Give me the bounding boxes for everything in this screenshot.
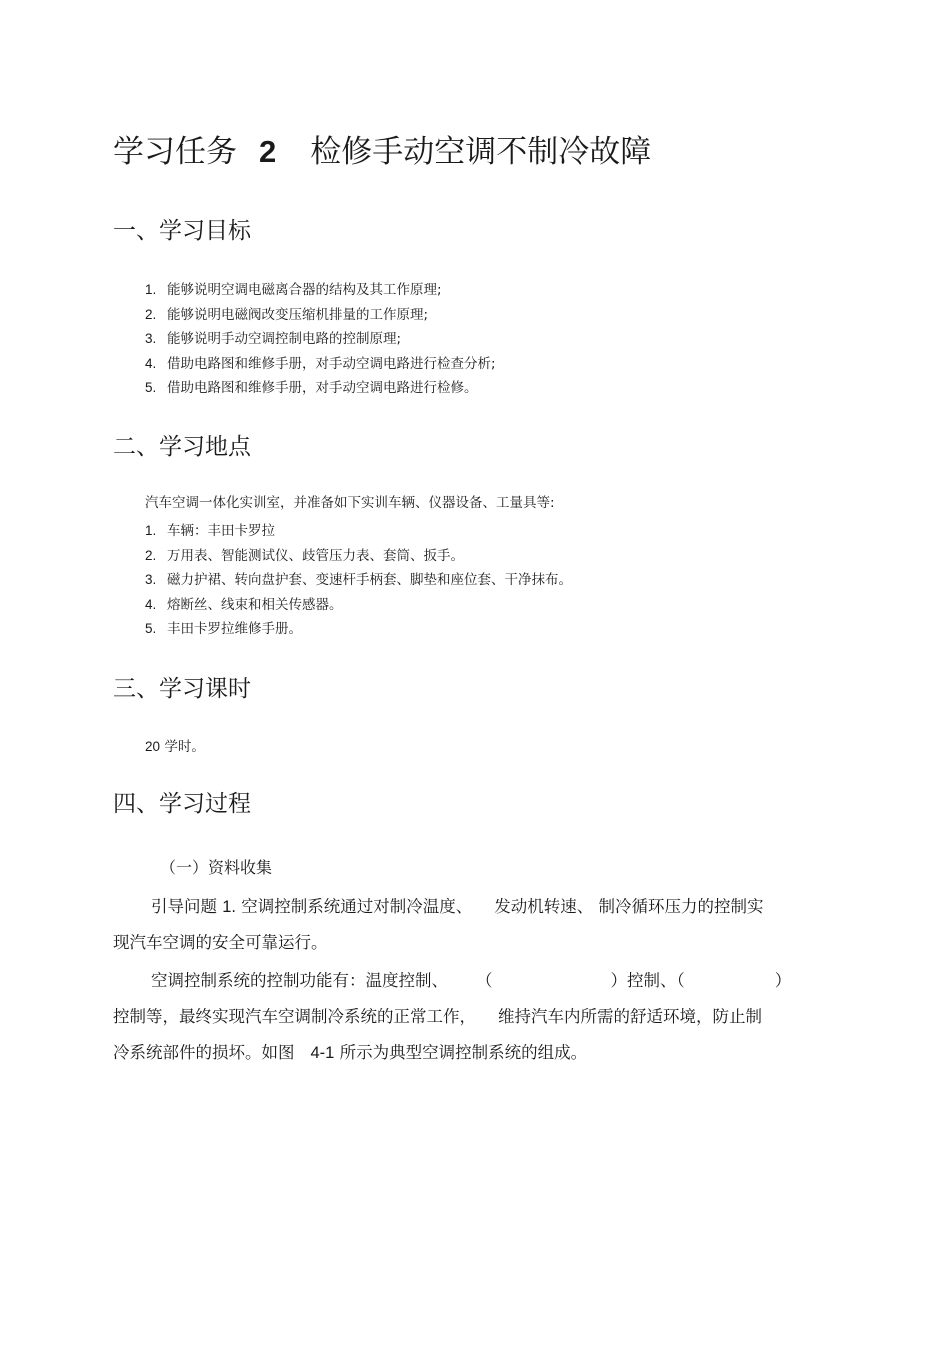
list-item: 1. 车辆：丰田卡罗拉 [145,523,275,539]
section-heading-location: 二、学习地点 [113,434,251,460]
subsection-heading: （一）资料收集 [160,858,273,877]
list-item: 2. 万用表、智能测试仪、歧管压力表、套筒、扳手。 [145,547,464,564]
paragraph-control-functions: 空调控制系统的控制功能有：温度控制、 （ ）控制、（ ） 控制等，最终实现汽车空调制冷系统的正常工作， 维持汽车内所需的舒适环境，防止制 冷系统部件的损坏。如图 4-1 所示为典型空调控制系统的组成。 [113,971,792,1062]
list-item: 5. 借助电路图和维修手册，对手动空调电路进行检修。 [145,380,478,396]
list-item: 3. 磁力护裙、转向盘护套、变速杆手柄套、脚垫和座位套、干净抹布。 [145,572,572,588]
section-heading-process: 四、学习过程 [113,791,251,817]
section-heading-objectives: 一、学习目标 [113,218,251,244]
list-item: 4. 借助电路图和维修手册，对手动空调电路进行检查分析; [145,355,496,372]
list-item: 5. 丰田卡罗拉维修手册。 [145,621,302,637]
page-title [113,130,651,174]
blank-1-open: （ [476,971,493,990]
blank-2-close: ） [774,971,792,990]
list-item: 4. 熔断丝、线束和相关传感器。 [145,596,343,613]
title-text: 检修手动空调不制冷故障 [310,134,652,170]
list-item: 3. 能够说明手动空调控制电路的控制原理; [145,331,402,347]
hours-value: 20 [145,739,161,754]
objectives-list [145,278,496,401]
title-number: 2 [259,134,277,169]
location-intro: 汽车空调一体化实训室，并准备如下实训车辆、仪器设备、工量具等: [145,495,555,511]
paragraph-guiding-question: 引导问题 1. 空调控制系统通过对制冷温度、 发动机转速、 制冷循环压力的控制实 现汽车空调的安全可靠运行。 [113,897,764,952]
hours-text [145,737,205,757]
title-prefix: 学习任务 [113,134,237,170]
hours-unit: 学时。 [164,739,205,755]
equipment-list [145,519,572,642]
list-item: 2. 能够说明电磁阀改变压缩机排量的工作原理; [145,306,429,323]
list-item: 1. 能够说明空调电磁离合器的结构及其工作原理; [145,282,442,298]
section-heading-hours: 三、学习课时 [113,676,251,702]
